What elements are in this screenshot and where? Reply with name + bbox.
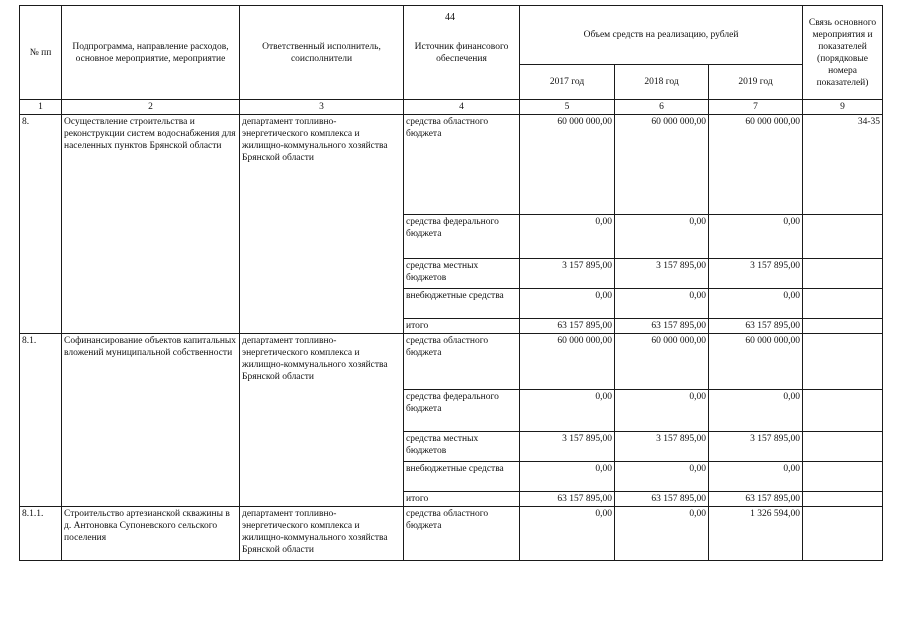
section-executor: департамент топливно-энергетического комплекса и жилищно-коммунального хозяйства Брянской области [240, 115, 404, 334]
indicator-link [803, 215, 883, 259]
funding-source: внебюджетные средства [404, 289, 520, 319]
amount-2018: 60 000 000,00 [615, 334, 709, 390]
total-2019: 63 157 895,00 [709, 492, 803, 507]
amount-2017: 0,00 [520, 462, 615, 492]
amount-2018: 0,00 [615, 289, 709, 319]
page-number: 44 [445, 12, 455, 23]
amount-2017: 3 157 895,00 [520, 259, 615, 289]
funding-table [19, 5, 883, 561]
section-num: 8.1.1. [20, 507, 62, 561]
indicator-link [803, 507, 883, 561]
amount-2017: 60 000 000,00 [520, 334, 615, 390]
indicator-link [803, 289, 883, 319]
header-num: № пп [20, 6, 62, 100]
amount-2017: 0,00 [520, 215, 615, 259]
amount-2019: 3 157 895,00 [709, 259, 803, 289]
amount-2019: 60 000 000,00 [709, 334, 803, 390]
column-number: 4 [404, 100, 520, 115]
header-year-2017: 2017 год [520, 65, 615, 100]
section-name: Осуществление строительства и реконструкции систем водоснабжения для населенных пунктов Брянской области [62, 115, 240, 334]
total-2018: 63 157 895,00 [615, 492, 709, 507]
amount-2017: 3 157 895,00 [520, 432, 615, 462]
amount-2019: 0,00 [709, 215, 803, 259]
amount-2018: 0,00 [615, 215, 709, 259]
indicator-link [803, 390, 883, 432]
total-2017: 63 157 895,00 [520, 492, 615, 507]
amount-2019: 0,00 [709, 390, 803, 432]
amount-2018: 0,00 [615, 507, 709, 561]
header-source: Источник финансового обеспечения [404, 6, 520, 100]
funding-source: средства федерального бюджета [404, 390, 520, 432]
header-subprogram: Подпрограмма, направление расходов, основное мероприятие, мероприятие [62, 6, 240, 100]
funding-source-total: итого [404, 492, 520, 507]
indicator-link [803, 462, 883, 492]
amount-2019: 3 157 895,00 [709, 432, 803, 462]
section-executor: департамент топливно-энергетического комплекса и жилищно-коммунального хозяйства Брянской области [240, 334, 404, 507]
table-row [20, 334, 883, 390]
total-2018: 63 157 895,00 [615, 319, 709, 334]
funding-source: средства федерального бюджета [404, 215, 520, 259]
column-number: 2 [62, 100, 240, 115]
amount-2018: 60 000 000,00 [615, 115, 709, 215]
column-number-row [20, 100, 883, 115]
amount-2017: 0,00 [520, 507, 615, 561]
total-2019: 63 157 895,00 [709, 319, 803, 334]
funding-source: внебюджетные средства [404, 462, 520, 492]
header-year-2019: 2019 год [709, 65, 803, 100]
indicator-link [803, 432, 883, 462]
indicator-link [803, 259, 883, 289]
indicator-link: 34-35 [803, 115, 883, 215]
section-name: Строительство артезианской скважины в д. Антоновка Супоневского сельского поселения [62, 507, 240, 561]
section-num: 8.1. [20, 334, 62, 507]
amount-2019: 1 326 594,00 [709, 507, 803, 561]
column-number: 5 [520, 100, 615, 115]
funding-source: средства областного бюджета [404, 334, 520, 390]
funding-source: средства местных бюджетов [404, 259, 520, 289]
amount-2019: 60 000 000,00 [709, 115, 803, 215]
funding-source: средства местных бюджетов [404, 432, 520, 462]
column-number: 3 [240, 100, 404, 115]
amount-2017: 0,00 [520, 289, 615, 319]
amount-2017: 60 000 000,00 [520, 115, 615, 215]
amount-2018: 0,00 [615, 462, 709, 492]
amount-2018: 3 157 895,00 [615, 259, 709, 289]
column-number: 1 [20, 100, 62, 115]
column-number: 7 [709, 100, 803, 115]
funding-source: средства областного бюджета [404, 115, 520, 215]
table-row [20, 115, 883, 215]
amount-2019: 0,00 [709, 289, 803, 319]
header-executor: Ответственный исполнитель, соисполнители [240, 6, 404, 100]
column-number: 6 [615, 100, 709, 115]
funding-source: средства областного бюджета [404, 507, 520, 561]
column-number: 9 [803, 100, 883, 115]
section-executor: департамент топливно-энергетического комплекса и жилищно-коммунального хозяйства Брянской области [240, 507, 404, 561]
section-num: 8. [20, 115, 62, 334]
amount-2019: 0,00 [709, 462, 803, 492]
funding-source-total: итого [404, 319, 520, 334]
total-2017: 63 157 895,00 [520, 319, 615, 334]
header-year-2018: 2018 год [615, 65, 709, 100]
amount-2018: 3 157 895,00 [615, 432, 709, 462]
table-row [20, 507, 883, 561]
header-volume: Объем средств на реализацию, рублей [520, 6, 803, 65]
indicator-link [803, 492, 883, 507]
header-link: Связь основного мероприятия и показателей (порядковые номера показателей) [803, 6, 883, 100]
indicator-link [803, 319, 883, 334]
indicator-link [803, 334, 883, 390]
amount-2018: 0,00 [615, 390, 709, 432]
section-name: Софинансирование объектов капитальных вложений муниципальной собственности [62, 334, 240, 507]
amount-2017: 0,00 [520, 390, 615, 432]
